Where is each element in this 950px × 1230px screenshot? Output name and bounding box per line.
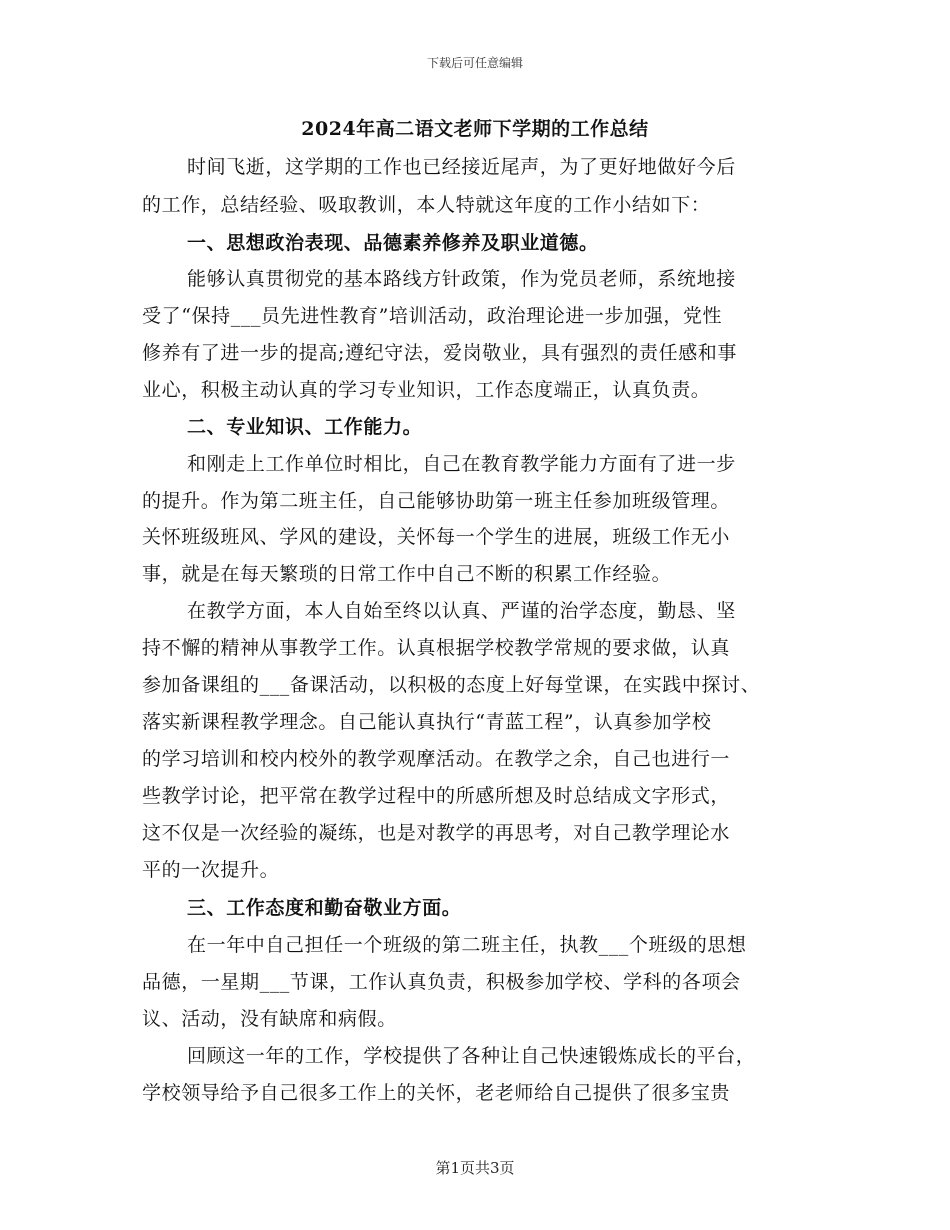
section-heading: 二、专业知识、工作能力。	[187, 416, 423, 438]
paragraph-line: 和刚走上工作单位时相比，自己在教育教学能力方面有了进一步	[187, 453, 736, 475]
paragraph-line: 时间飞逝，这学期的工作也已经接近尾声，为了更好地做好今后	[187, 156, 736, 178]
paragraph-line: 这不仅是一次经验的凝练，也是对教学的再思考，对自己教学理论水	[142, 822, 731, 844]
section-heading: 一、思想政治表现、品德素养修养及职业道德。	[187, 232, 599, 254]
paragraph-line: 关怀班级班风、学风的建设，关怀每一个学生的进展，班级工作无小	[142, 526, 731, 548]
paragraph-line: 议、活动，没有缺席和病假。	[142, 1008, 397, 1030]
paragraph-line: 受了“保持___员先进性教育”培训活动，政治理论进一步加强，党性	[142, 305, 723, 327]
section-heading: 三、工作态度和勤奋敬业方面。	[187, 897, 462, 919]
paragraph-line: 些教学讨论，把平常在教学过程中的所感所想及时总结成文字形式，	[142, 785, 731, 807]
paragraph-line: 修养有了进一步的提高;遵纪守法，爱岗敬业，具有强烈的责任感和事	[142, 342, 738, 364]
paragraph-line: 事，就是在每天繁琐的日常工作中自己不断的积累工作经验。	[142, 563, 672, 585]
paragraph-line: 学校领导给予自己很多工作上的关怀，老老师给自己提供了很多宝贵	[142, 1082, 731, 1104]
page-header: 下载后可任意编辑	[426, 56, 523, 70]
paragraph-line: 能够认真贯彻党的基本路线方针政策，作为党员老师，系统地接	[187, 268, 736, 290]
document-title: 2024年高二语文老师下学期的工作总结	[301, 118, 649, 140]
paragraph-line: 的学习培训和校内校外的教学观摩活动。在教学之余，自己也进行一	[142, 748, 731, 770]
paragraph-line: 回顾这一年的工作，学校提供了各种让自己快速锻炼成长的平台，	[187, 1045, 756, 1067]
paragraph-line: 落实新课程教学理念。自己能认真执行“青蓝工程”，认真参加学校	[142, 711, 712, 733]
paragraph-line: 的提升。作为第二班主任，自己能够协助第一班主任参加班级管理。	[142, 490, 731, 512]
paragraph-line: 的工作，总结经验、吸取教训，本人特就这年度的工作小结如下：	[142, 194, 711, 216]
page-footer: 第1页共3页	[435, 1159, 515, 1177]
paragraph-line: 在教学方面，本人自始至终以认真、严谨的治学态度，勤恳、坚	[187, 600, 736, 622]
paragraph-line: 持不懈的精神从事教学工作。认真根据学校教学常规的要求做，认真	[142, 637, 731, 659]
paragraph-line: 品德，一星期___节课，工作认真负责，积极参加学校、学科的各项会	[142, 971, 741, 993]
paragraph-line: 参加备课组的___备课活动，以积极的态度上好每堂课，在实践中探讨、	[142, 674, 761, 696]
paragraph-line: 平的一次提升。	[142, 859, 280, 881]
paragraph-line: 业心，积极主动认真的学习专业知识，工作态度端正，认真负责。	[142, 379, 711, 401]
paragraph-line: 在一年中自己担任一个班级的第二班主任，执教___个班级的思想	[187, 934, 747, 956]
